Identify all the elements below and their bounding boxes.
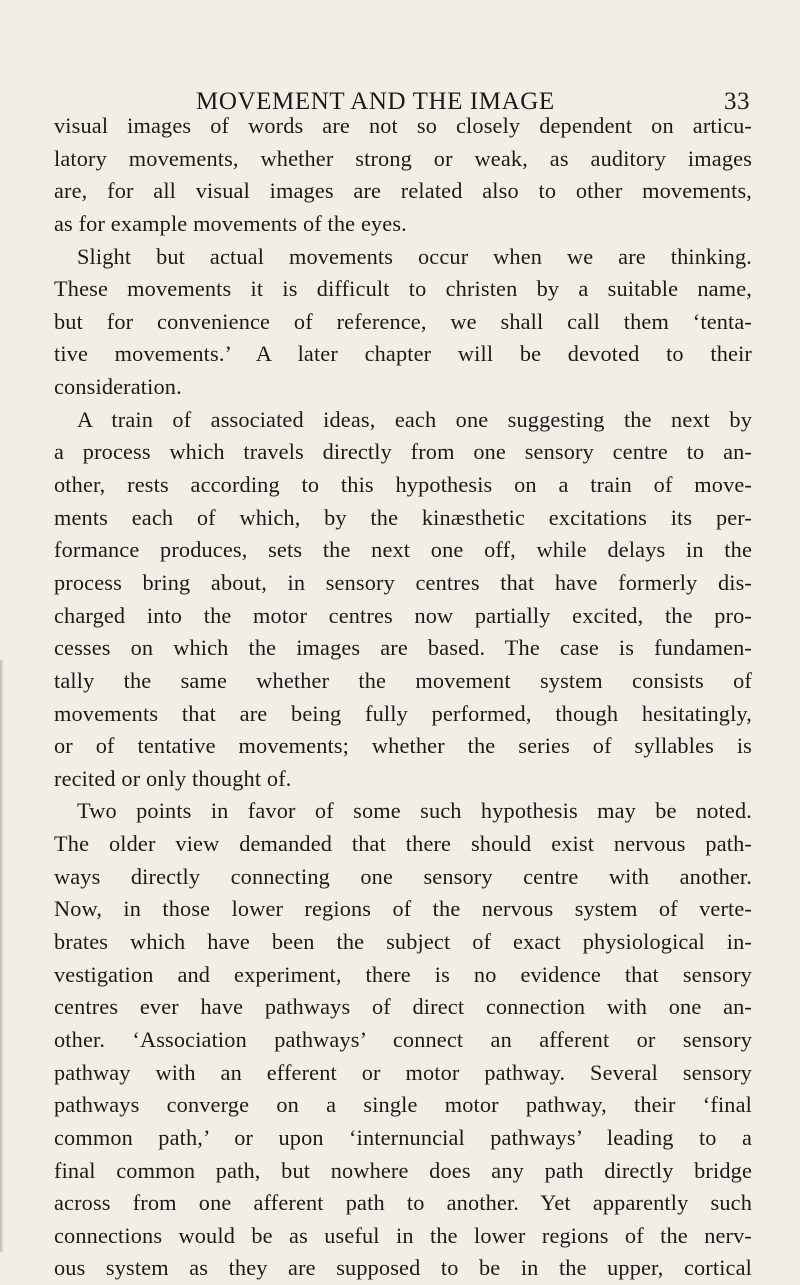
- text-line: vestigation and experiment, there is no evidence that sensory: [54, 961, 752, 987]
- text-line: centres ever have pathways of direct connection with one an-: [54, 994, 752, 1020]
- text-line: visual images of words are not so closely dependent on articu-: [54, 113, 752, 138]
- text-line: charged into the motor centres now partially excited, the pro-: [54, 602, 752, 628]
- text-line: pathway with an efferent or motor pathway. Several sensory: [54, 1059, 752, 1085]
- page-edge-shadow: [0, 660, 4, 1252]
- text-line: are, for all visual images are related also to other movements,: [54, 178, 752, 204]
- text-line: connections would be as useful in the lower regions of the nerv-: [54, 1222, 752, 1248]
- text-line: ous system as they are supposed to be in the upper, cortical: [54, 1255, 752, 1281]
- text-line: pathways converge on a single motor pathway, their ‘final: [54, 1092, 752, 1118]
- page-number: 33: [724, 88, 750, 115]
- text-line: other. ‘Association pathways’ connect an afferent or sensory: [54, 1026, 752, 1052]
- text-line: tive movements.’ A later chapter will be devoted to their: [54, 341, 752, 367]
- text-line: movements that are being fully performed, though hesitatingly,: [54, 700, 752, 726]
- text-line: or of tentative movements; whether the series of syllables is: [54, 733, 752, 759]
- text-line: process bring about, in sensory centres that have formerly dis-: [54, 569, 752, 595]
- text-line: ways directly connecting one sensory centre with another.: [54, 863, 752, 889]
- text-line: cesses on which the images are based. The case is fundamen-: [54, 635, 752, 661]
- text-line: but for convenience of reference, we shall call them ‘tenta-: [54, 308, 752, 334]
- text-line: ments each of which, by the kinæsthetic excitations its per-: [54, 504, 752, 530]
- running-head-title: MOVEMENT AND THE IMAGE: [196, 88, 555, 115]
- text-line: as for example movements of the eyes.: [54, 210, 407, 236]
- text-line: final common path, but nowhere does any path directly bridge: [54, 1157, 752, 1183]
- text-line: common path,’ or upon ‘internuncial pathways’ leading to a: [54, 1124, 752, 1150]
- text-line: Now, in those lower regions of the nervous system of verte-: [54, 896, 752, 922]
- text-line: Two points in favor of some such hypothesis may be noted.: [77, 798, 752, 824]
- text-line: other, rests according to this hypothesis on a train of move-: [54, 472, 752, 498]
- text-line: across from one afferent path to another. Yet apparently such: [54, 1190, 752, 1216]
- text-line: tally the same whether the movement system consists of: [54, 667, 752, 693]
- text-line: Slight but actual movements occur when we are thinking.: [77, 243, 752, 269]
- text-line: The older view demanded that there should exist nervous path-: [54, 831, 752, 857]
- text-line: A train of associated ideas, each one suggesting the next by: [77, 406, 752, 432]
- text-line: a process which travels directly from one sensory centre to an-: [54, 439, 752, 465]
- text-line: recited or only thought of.: [54, 765, 292, 791]
- text-line: formance produces, sets the next one off, while delays in the: [54, 537, 752, 563]
- text-line: These movements it is difficult to christen by a suitable name,: [54, 276, 752, 302]
- body-text: [54, 110, 752, 1285]
- text-line: latory movements, whether strong or weak, as auditory images: [54, 145, 752, 171]
- text-line: brates which have been the subject of exact physiological in-: [54, 929, 752, 955]
- text-line: consideration.: [54, 374, 182, 400]
